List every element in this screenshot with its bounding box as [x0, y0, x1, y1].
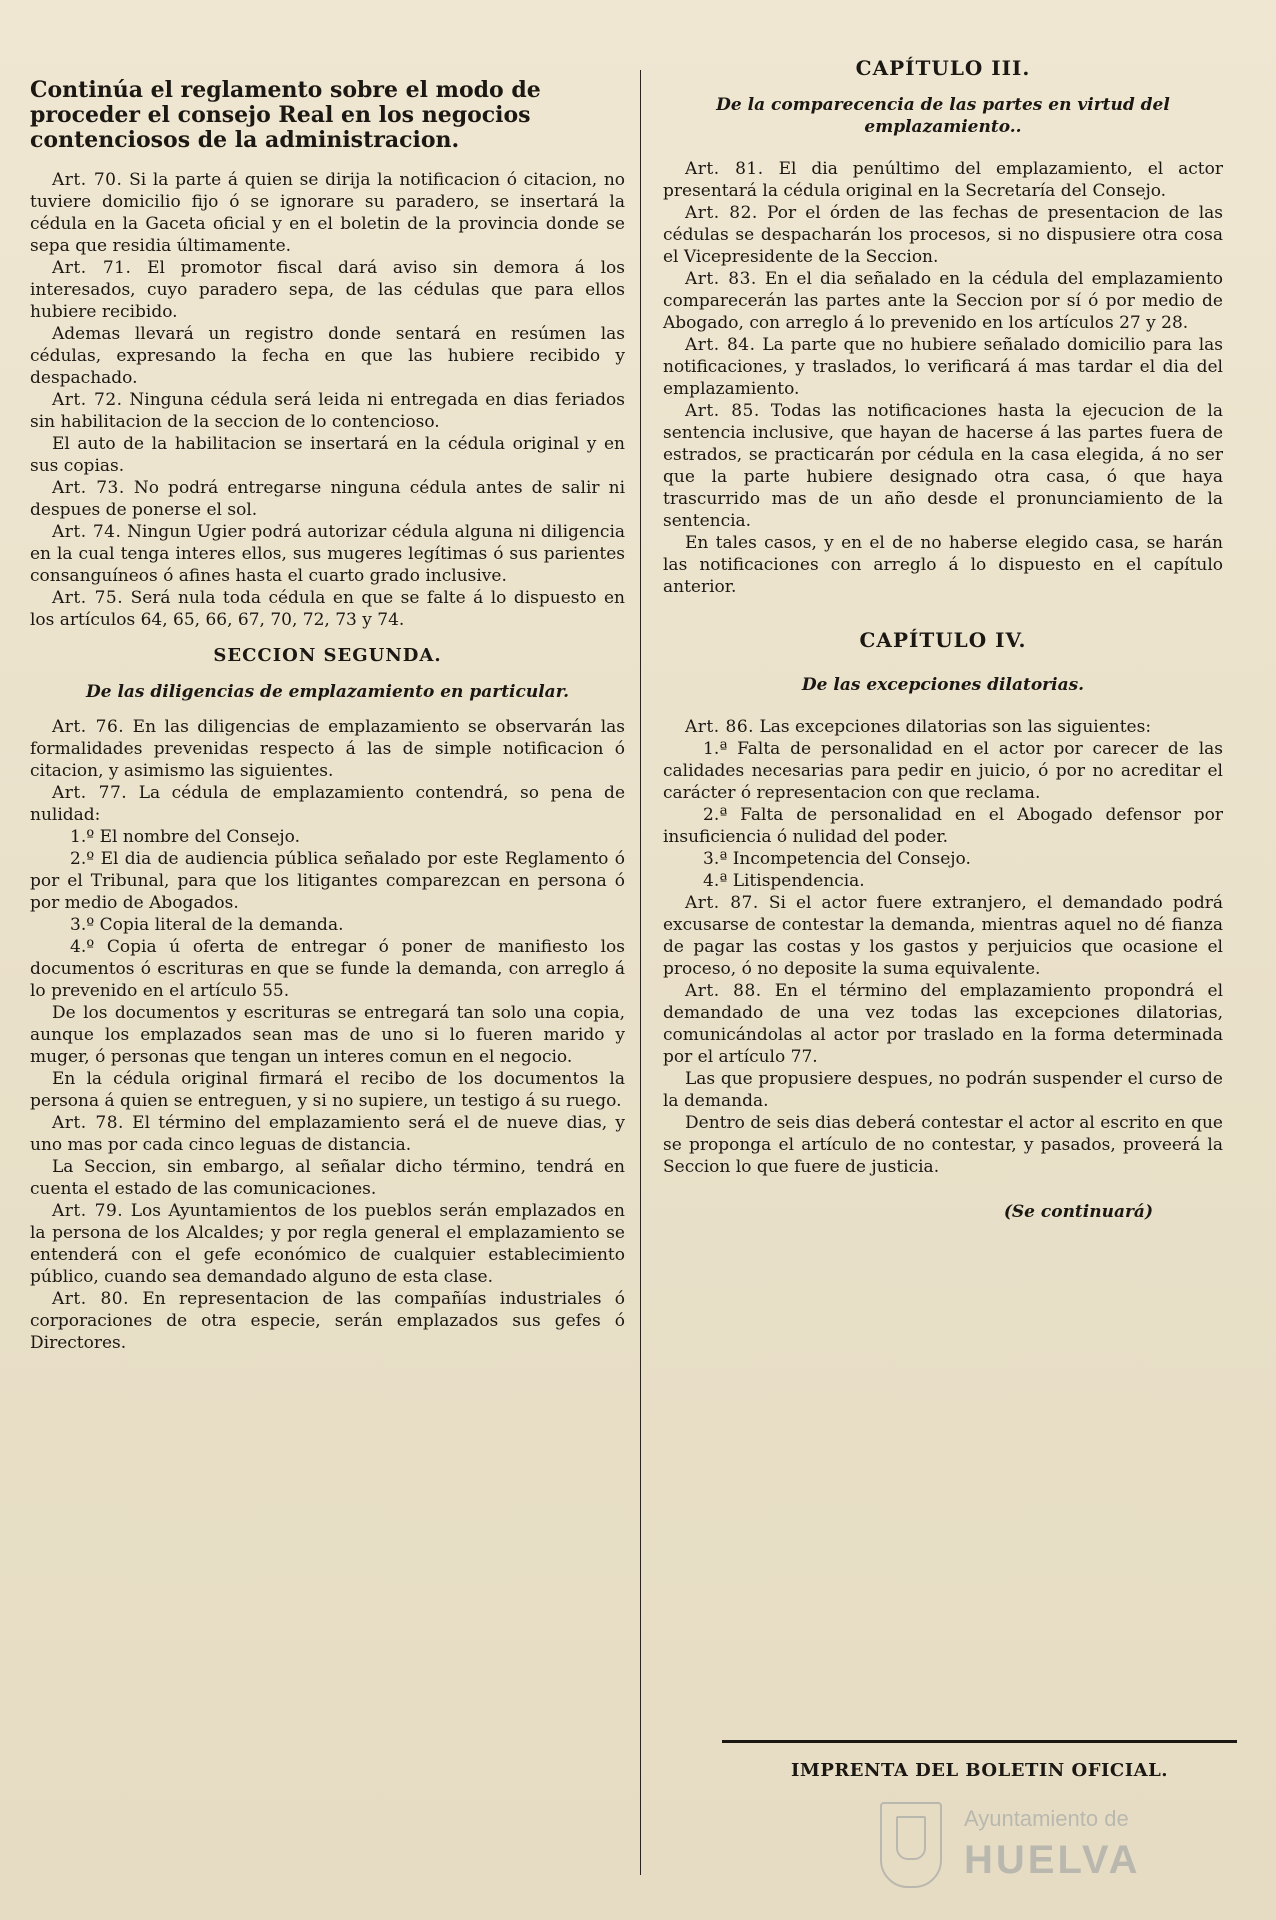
- article-number: Art. 82.: [685, 203, 758, 223]
- chapter-heading: CAPÍTULO III.: [855, 56, 1031, 80]
- article-80: [30, 1288, 625, 1354]
- list-item: 2.º El dia de audiencia pública señalado por este Reglamento ó por el Tribunal, para que los litigantes comparezcan en persona ó por medio de Abogados.: [30, 849, 625, 913]
- article-72: [30, 389, 625, 433]
- paragraph: En tales casos, y en el de no haberse elegido casa, se harán las notificaciones con arreglo á lo dispuesto en el capítulo anterior.: [663, 533, 1223, 597]
- article-79: [30, 1200, 625, 1288]
- article-85: [663, 400, 1223, 532]
- article-number: Art. 72.: [52, 390, 123, 410]
- article-83: [663, 268, 1223, 334]
- article-text: Por el órden de las fechas de presentacion de las cédulas se despacharán los procesos, si no dispusiere otra cosa el Vicepresidente de la Seccion.: [663, 203, 1224, 267]
- paragraph: De los documentos y escrituras se entregará tan solo una copia, aunque los emplazados sean mas de uno si lo fueren marido y muger, ó personas que tengan un interes comun en el negocio.: [30, 1003, 625, 1067]
- chapter-subtitle: De las excepciones dilatorias.: [801, 675, 1085, 695]
- paragraph: Ademas llevará un registro donde sentará en resúmen las cédulas, expresando la fecha en que las hubiere recibido y despachado.: [30, 324, 625, 388]
- article-text: No podrá entregarse ninguna cédula antes de salir ni despues de ponerse el sol.: [30, 478, 626, 520]
- article-text: Ninguna cédula será leida ni entregada en dias feriados sin habilitacion de la seccion de lo contencioso.: [30, 390, 626, 432]
- article-text: El término del emplazamiento será el de nueve dias, y uno mas por cada cinco leguas de distancia.: [30, 1113, 626, 1155]
- paragraph: El auto de la habilitacion se insertará en la cédula original y en sus copias.: [30, 434, 625, 476]
- chapter-subtitle: De la comparecencia de las partes en virtud del emplazamiento..: [716, 95, 1170, 137]
- reglamento-heading: Continúa el reglamento sobre el modo de proceder el consejo Real en los negocios contenciosos de la administracion.: [30, 77, 541, 153]
- section-heading: SECCION SEGUNDA.: [213, 645, 442, 666]
- article-text: Los Ayuntamientos de los pueblos serán emplazados en la persona de los Alcaldes; y por regla general el emplazamiento se entenderá con el gefe económico de cualquier establecimiento público, cuando sea demandado alguno de esta clase.: [30, 1201, 626, 1287]
- watermark-line-1: Ayuntamiento de: [964, 1806, 1129, 1831]
- list-item: 4.º Copia ú oferta de entregar ó poner de manifiesto los documentos ó escrituras en que se funde la demanda, con arreglo á lo prevenido en el artículo 55.: [30, 937, 625, 1001]
- article-78: [30, 1112, 625, 1156]
- paragraph: Dentro de seis dias deberá contestar el actor al escrito en que se proponga el artículo de no contestar, y pasados, proveerá la Seccion lo que fuere de justicia.: [663, 1113, 1223, 1177]
- article-number: Art. 79.: [52, 1201, 124, 1221]
- article-number: Art. 85.: [685, 401, 760, 421]
- list-item: 1.º El nombre del Consejo.: [70, 827, 301, 847]
- watermark-line-2: HUELVA: [964, 1838, 1141, 1882]
- article-number: Art. 88.: [685, 981, 762, 1001]
- article-text: Las excepciones dilatorias son las siguientes:: [759, 717, 1152, 737]
- article-number: Art. 86.: [685, 717, 755, 737]
- article-number: Art. 76.: [52, 717, 125, 737]
- article-77: [30, 782, 625, 826]
- article-76: [30, 716, 625, 782]
- article-74: [30, 521, 625, 587]
- list-item: 3.ª Incompetencia del Consejo.: [703, 849, 971, 869]
- article-87: [663, 892, 1223, 980]
- list-item: 3.º Copia literal de la demanda.: [70, 915, 344, 935]
- article-text: Si la parte á quien se dirija la notificacion ó citacion, no tuviere domicilio fijo ó se ignorare su paradero, se insertará la cédula en la Gaceta oficial y en el boletin de la provincia donde se sepa que residia últimamente.: [30, 170, 625, 256]
- article-number: Art. 87.: [685, 893, 759, 913]
- article-86: [663, 716, 1223, 738]
- article-text: En el dia señalado en la cédula del emplazamiento comparecerán las partes ante la Seccion por sí ó por medio de Abogado, con arreglo á lo prevenido en los artículos 27 y 28.: [663, 269, 1224, 333]
- article-number: Art. 84.: [685, 335, 756, 355]
- article-70: [30, 169, 625, 257]
- article-88: [663, 980, 1223, 1068]
- article-text: Ningun Ugier podrá autorizar cédula alguna ni diligencia en la cual tenga interes ellos, sus mugeres legítimas ó sus parientes consanguíneos ó afines hasta el cuarto grado inclusive.: [30, 522, 626, 586]
- article-text: El promotor fiscal dará aviso sin demora á los interesados, cuyo paradero sepa, de las cédulas que para ellos hubiere recibido.: [30, 258, 626, 322]
- article-number: Art. 71.: [52, 258, 132, 278]
- left-column: [30, 0, 625, 1354]
- section-subtitle: De las diligencias de emplazamiento en particular.: [85, 682, 570, 702]
- article-text: Todas las notificaciones hasta la ejecucion de la sentencia inclusive, que hayan de hacerse á las partes fuera de estrados, se practicarán por cédula en la casa elegida, á no ser que la parte hubiere designado otra casa, ó que haya trascurrido mas de un año desde el pronunciamiento de la sentencia.: [663, 401, 1224, 531]
- article-text: En el término del emplazamiento propondrá el demandado de una vez todas las excepciones dilatorias, comunicándolas al actor por traslado en la forma determinada por el artículo 77.: [663, 981, 1224, 1067]
- footer-rule: [722, 1740, 1237, 1743]
- article-number: Art. 78.: [52, 1113, 124, 1133]
- article-84: [663, 334, 1223, 400]
- article-75: [30, 587, 625, 631]
- chapter-heading: CAPÍTULO IV.: [859, 628, 1027, 652]
- article-81: [663, 158, 1223, 202]
- paragraph: La Seccion, sin embargo, al señalar dicho término, tendrá en cuenta el estado de las comunicaciones.: [30, 1157, 625, 1199]
- article-number: Art. 83.: [685, 269, 757, 289]
- article-number: Art. 70.: [52, 170, 123, 190]
- article-number: Art. 80.: [52, 1289, 129, 1309]
- article-text: Si el actor fuere extranjero, el demandado podrá excusarse de contestar la demanda, mientras aquel no dé fianza de pagar las costas y los gastos y perjuicios que ocasione el proceso, ó no deposite la suma equivalente.: [663, 893, 1224, 979]
- article-text: En representacion de las compañías industriales ó corporaciones de otra especie, serán emplazados sus gefes ó Directores.: [30, 1289, 626, 1353]
- paragraph: En la cédula original firmará el recibo de los documentos la persona á quien se entreguen, y si no supiere, un testigo á su ruego.: [30, 1069, 625, 1111]
- list-item: 1.ª Falta de personalidad en el actor por carecer de las calidades necesarias para pedir en juicio, ó por no acreditar el carácter ó representacion con que reclama.: [663, 739, 1223, 803]
- continuation-note: (Se continuará): [1003, 1202, 1153, 1222]
- article-text: El dia penúltimo del emplazamiento, el actor presentará la cédula original en la Secretaría del Consejo.: [663, 159, 1224, 201]
- archive-watermark: [880, 1798, 1210, 1890]
- article-73: [30, 477, 625, 521]
- article-number: Art. 77.: [52, 783, 128, 803]
- list-item: 2.ª Falta de personalidad en el Abogado defensor por insuficiencia ó nulidad del poder.: [663, 805, 1223, 847]
- article-82: [663, 202, 1223, 268]
- article-text: La cédula de emplazamiento contendrá, so pena de nulidad:: [30, 783, 626, 825]
- column-divider: [640, 70, 641, 1875]
- article-number: Art. 75.: [52, 588, 124, 608]
- article-text: Será nula toda cédula en que se falte á lo dispuesto en los artículos 64, 65, 66, 67, 70, 72, 73 y 74.: [30, 588, 625, 630]
- article-text: La parte que no hubiere señalado domicilio para las notificaciones, y traslados, lo verificará á mas tardar el dia del emplazamiento.: [663, 335, 1224, 399]
- right-column: [663, 0, 1223, 1222]
- coat-of-arms-icon: [880, 1802, 942, 1888]
- printer-imprint: IMPRENTA DEL BOLETIN OFICIAL.: [790, 1760, 1169, 1781]
- article-number: Art. 81.: [685, 159, 764, 179]
- article-text: En las diligencias de emplazamiento se observarán las formalidades prevenidas respecto á las de simple notificacion ó citacion, y asimismo las siguientes.: [30, 717, 626, 781]
- article-number: Art. 73.: [52, 478, 125, 498]
- article-71: [30, 257, 625, 323]
- paragraph: Las que propusiere despues, no podrán suspender el curso de la demanda.: [663, 1069, 1223, 1111]
- article-number: Art. 74.: [52, 522, 122, 542]
- list-item: 4.ª Litispendencia.: [703, 871, 865, 891]
